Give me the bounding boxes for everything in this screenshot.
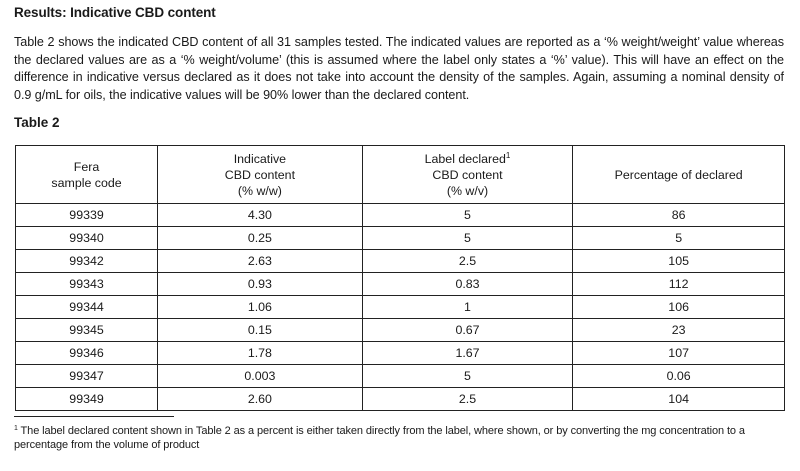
cell-percentage: 106 [573, 296, 785, 319]
body-paragraph: Table 2 shows the indicated CBD content of all 31 samples tested. The indicated values are reported as a ‘% weight/weight’ value whereas the declared values are as a ‘% weight/volume’ (this is assumed where the label only states a ‘%’ value). This will have an effect on the difference in indicative versus declared as it does not take into account the density of the samples. Again, assuming a nominal density of 0.9 g/mL for oils, the indicative values will be 90% lower than the declared content. [14, 35, 784, 102]
cell-declared: 1 [362, 296, 573, 319]
table-row [16, 204, 785, 227]
footnote [14, 424, 786, 452]
cell-declared: 1.67 [362, 342, 573, 365]
header-line: CBD content [432, 167, 503, 182]
cell-percentage: 0.06 [573, 365, 785, 388]
cell-sample-code: 99347 [16, 365, 158, 388]
cell-indicative: 1.06 [158, 296, 363, 319]
cell-percentage: 107 [573, 342, 785, 365]
table-body [16, 204, 785, 411]
header-percentage-declared [573, 146, 785, 204]
table-row [16, 296, 785, 319]
cell-sample-code: 99343 [16, 273, 158, 296]
cell-sample-code: 99340 [16, 227, 158, 250]
footnote-divider [14, 416, 174, 417]
table-caption: Table 2 [14, 115, 60, 130]
header-indicative-content [158, 146, 363, 204]
cell-declared: 5 [362, 365, 573, 388]
cell-sample-code: 99345 [16, 319, 158, 342]
cell-indicative: 0.15 [158, 319, 363, 342]
table-header-row [16, 146, 785, 204]
table-row [16, 250, 785, 273]
header-line: (% w/w) [237, 183, 282, 198]
section-heading: Results: Indicative CBD content [14, 5, 216, 20]
cell-sample-code: 99349 [16, 388, 158, 411]
cell-declared: 5 [362, 227, 573, 250]
cell-declared: 0.83 [362, 273, 573, 296]
cell-indicative: 0.25 [158, 227, 363, 250]
table-row [16, 365, 785, 388]
cell-declared: 5 [362, 204, 573, 227]
table-row [16, 273, 785, 296]
cell-declared: 2.5 [362, 250, 573, 273]
cell-sample-code: 99342 [16, 250, 158, 273]
header-line: sample code [51, 175, 122, 190]
table-row [16, 342, 785, 365]
cbd-results-table [15, 145, 785, 411]
cell-indicative: 2.60 [158, 388, 363, 411]
table-row [16, 227, 785, 250]
cell-declared: 2.5 [362, 388, 573, 411]
header-line-text: Label declared [424, 151, 506, 166]
cell-sample-code: 99344 [16, 296, 158, 319]
footnote-text: The label declared content shown in Table 2 as a percent is either taken directly from the label, where shown, or by converting the mg concentration to a percentage from the volume of product [14, 425, 745, 451]
header-line: CBD content [224, 167, 296, 182]
cell-percentage: 104 [573, 388, 785, 411]
cell-declared: 0.67 [362, 319, 573, 342]
cell-percentage: 23 [573, 319, 785, 342]
header-line [363, 151, 573, 167]
cell-percentage: 112 [573, 273, 785, 296]
footnote-marker: 1 [14, 425, 18, 432]
header-line: Indicative [233, 151, 287, 166]
header-sample-code [16, 146, 158, 204]
cell-sample-code: 99346 [16, 342, 158, 365]
header-line: Percentage of declared [614, 167, 743, 182]
cell-percentage: 86 [573, 204, 785, 227]
header-line: Fera [73, 159, 100, 174]
cell-indicative: 2.63 [158, 250, 363, 273]
cell-percentage: 105 [573, 250, 785, 273]
cell-indicative: 0.003 [158, 365, 363, 388]
table-row [16, 388, 785, 411]
table-row [16, 319, 785, 342]
cell-indicative: 1.78 [158, 342, 363, 365]
cell-indicative: 4.30 [158, 204, 363, 227]
header-label-declared [362, 146, 573, 204]
cell-percentage: 5 [573, 227, 785, 250]
cell-indicative: 0.93 [158, 273, 363, 296]
footnote-ref: 1 [505, 150, 511, 160]
header-line: (% w/v) [446, 183, 489, 198]
cell-sample-code: 99339 [16, 204, 158, 227]
